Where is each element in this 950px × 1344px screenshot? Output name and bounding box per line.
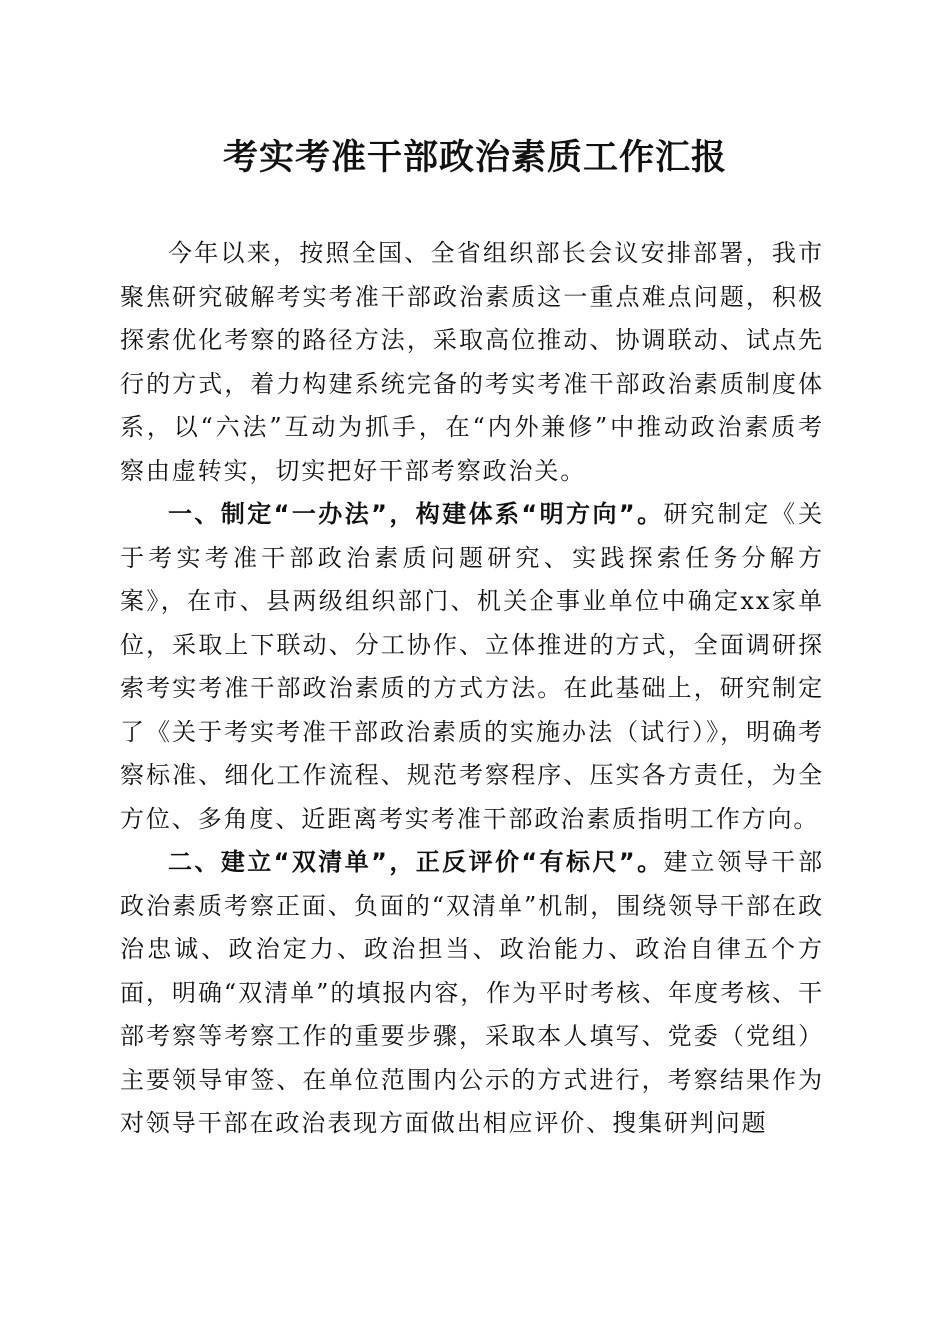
paragraph-section-1 bbox=[120, 493, 824, 841]
document-title: 考实考准干部政治素质工作汇报 bbox=[222, 138, 727, 178]
paragraph-text: 今年以来，按照全国、全省组织部长会议安排部署，我市聚焦研究破解考实考准干部政治素质这一重点难点问题，积极探索优化考察的路径方法，采取高位推动、协调联动、试点先行的方式，着力构建系统完备的考实考准干部政治素质制度体系，以“六法”互动为抓手，在“内外兼修”中推动政治素质考察由虚转实，切实把好干部考察政治关。 bbox=[120, 239, 824, 485]
section-heading: 二、建立“双清单”，正反评价“有标尺”。 bbox=[168, 848, 664, 876]
document-body bbox=[120, 232, 824, 1146]
paragraph-text: 研究制定《关于考实考准干部政治素质问题研究、实践探索任务分解方案》，在市、县两级组织部门、机关企事业单位中确定xx家单位，采取上下联动、分工协作、立体推进的方式，全面调研探索考实考准干部政治素质的方式方法。在此基础上，研究制定了《关于考实考准干部政治素质的实施办法（试行）》，明确考察标准、细化工作流程、规范考察程序、压实各方责任，为全方位、多角度、近距离考实考准干部政治素质指明工作方向。 bbox=[120, 500, 824, 833]
section-heading: 一、制定“一办法”，构建体系“明方向”。 bbox=[168, 500, 664, 528]
paragraph-section-2 bbox=[120, 841, 824, 1146]
paragraph-intro bbox=[120, 232, 824, 493]
paragraph-text: 建立领导干部政治素质考察正面、负面的“双清单”机制，围绕领导干部在政治忠诚、政治定力、政治担当、政治能力、政治自律五个方面，明确“双清单”的填报内容，作为平时考核、年度考核、干部考察等考察工作的重要步骤，采取本人填写、党委（党组）主要领导审签、在单位范围内公示的方式进行，考察结果作为对领导干部在政治表现方面做出相应评价、搜集研判问题 bbox=[120, 848, 824, 1137]
